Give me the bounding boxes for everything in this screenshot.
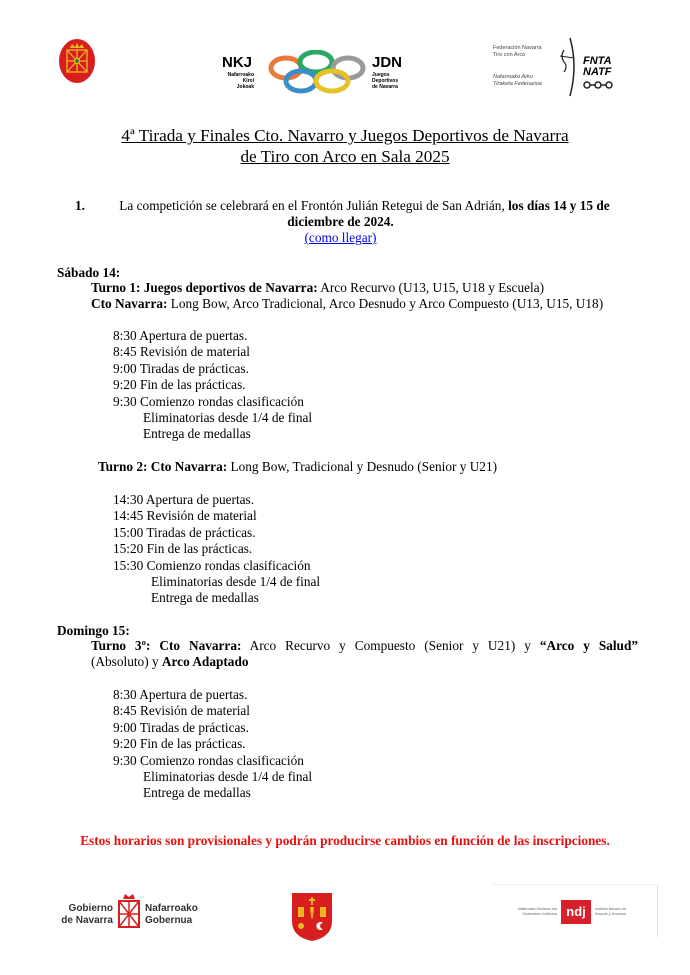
schedule-subitem: Entrega de medallas — [151, 590, 259, 606]
saturday-turno2 — [98, 459, 497, 475]
sunday-turno3 — [91, 638, 638, 671]
schedule-item: 15:30 Comienzo rondas clasificación — [113, 557, 311, 573]
navarra-seal-logo — [58, 38, 96, 84]
nkj-subtitle: Nafarroako Kirol Jokoak — [227, 72, 254, 90]
gobierno-eu-text: Nafarroako Gobernua — [145, 903, 198, 926]
navarra-crest-icon — [117, 893, 141, 929]
archer-icon — [558, 36, 580, 98]
schedule-subitem: Eliminatorias desde 1/4 de final — [143, 769, 313, 785]
turno2-text: Long Bow, Tradicional y Desnudo (Senior y U21) — [227, 459, 498, 474]
sunday-schedule — [113, 687, 312, 802]
chain-icon — [583, 80, 613, 90]
schedule-item: 8:30 Apertura de puertas. — [113, 687, 248, 702]
title-line-1: 4ª Tirada y Finales Cto. Navarro y Juegos Deportivos de Navarra — [121, 126, 569, 145]
fnta-logo — [490, 36, 625, 98]
fnta-eu-text: Nafarroako Arku Tiraketa Federazioa — [493, 74, 542, 87]
san-adrian-shield-logo — [292, 893, 332, 941]
schedule-item: 9:30 Comienzo rondas clasificación — [113, 393, 304, 409]
como-llegar-link[interactable]: (como llegar) — [304, 230, 377, 245]
turno3-text-1: Arco Recurvo y Compuesto (Senior y U21) y — [241, 638, 540, 653]
schedule-item: 15:00 Tiradas de prácticas. — [113, 524, 256, 540]
arco-adaptado-bold: Arco Adaptado — [161, 654, 249, 670]
saturday-schedule-2 — [113, 492, 320, 607]
indj-mark: ndj — [561, 900, 591, 924]
dates-bold-2: diciembre de 2024. — [287, 214, 394, 229]
turno3-text-2: (Absoluto) y — [91, 654, 162, 670]
dates-bold-1: los días 14 y 15 de — [508, 198, 610, 213]
list-number: 1. — [75, 198, 85, 213]
schedule-item: 9:00 Tiradas de prácticas. — [113, 719, 249, 735]
gobierno-es-text: Gobierno de Navarra — [61, 903, 113, 926]
venue-paragraph — [75, 198, 630, 246]
schedule-item: 9:20 Fin de las prácticas. — [113, 736, 246, 752]
indj-eu-text: Nafarroako Kirolaren eta Gazteriaren Institutua — [517, 907, 557, 916]
schedule-item: 8:45 Revisión de material — [113, 703, 251, 719]
turno1-label: Turno 1: Juegos deportivos de Navarra: — [91, 280, 318, 295]
schedule-subitem: Entrega de medallas — [143, 785, 251, 801]
saturday-heading: Sábado 14: — [57, 265, 121, 280]
schedule-subitem: Entrega de medallas — [143, 426, 251, 442]
indj-es-text: Instituto Navarro de Deporte y Juventud — [595, 907, 627, 916]
turno3-label: Turno 3º: Cto Navarra: — [91, 638, 242, 653]
schedule-item: 9:00 Tiradas de prácticas. — [113, 360, 249, 376]
jdn-subtitle: Juegos Deportivos de Navarra — [372, 72, 399, 90]
provisional-note: Estos horarios son provisionales y podrán producirse cambios en función de las inscripciones. — [80, 833, 610, 848]
schedule-item: 8:30 Apertura de puertas. — [113, 328, 248, 343]
turno1-text: Arco Recurvo (U13, U15, U18 y Escuela) — [317, 280, 545, 295]
saturday-turno1 — [91, 280, 603, 313]
cto-text: Long Bow, Arco Tradicional, Arco Desnudo y Arco Compuesto (U13, U15, U18) — [167, 296, 604, 312]
schedule-item: 8:45 Revisión de material — [113, 344, 251, 360]
schedule-item: 15:20 Fin de las prácticas. — [113, 541, 253, 557]
schedule-subitem: Eliminatorias desde 1/4 de final — [143, 410, 313, 426]
indj-logo — [492, 884, 658, 937]
sunday-heading: Domingo 15: — [57, 623, 130, 638]
jdn-abbr: JDN — [372, 54, 403, 71]
title-line-2: de Tiro con Arco en Sala 2025 — [240, 147, 450, 166]
fnta-abbr: FNTA NATF — [583, 55, 612, 78]
cto-label: Cto Navarra: — [91, 296, 168, 312]
nkj-jdn-logo — [222, 50, 412, 96]
saturday-schedule-1 — [113, 328, 312, 443]
turno2-label: Turno 2: Cto Navarra: — [98, 459, 228, 474]
olympic-rings-icon — [266, 50, 370, 96]
arco-salud-bold: “Arco y Salud” — [539, 638, 638, 653]
gobierno-navarra-logo — [57, 893, 232, 933]
schedule-item: 14:30 Apertura de puertas. — [113, 492, 255, 507]
venue-text: La competición se celebrará en el Frontón Julián Retegui de San Adrián, — [119, 198, 509, 213]
nkj-abbr: NKJ — [222, 54, 253, 71]
schedule-item: 9:20 Fin de las prácticas. — [113, 377, 246, 393]
schedule-subitem: Eliminatorias desde 1/4 de final — [151, 574, 321, 590]
page-title — [0, 125, 690, 167]
schedule-item: 9:30 Comienzo rondas clasificación — [113, 752, 304, 768]
fnta-es-text: Federación Navarra Tiro con Arco — [493, 45, 542, 58]
schedule-item: 14:45 Revisión de material — [113, 508, 257, 524]
